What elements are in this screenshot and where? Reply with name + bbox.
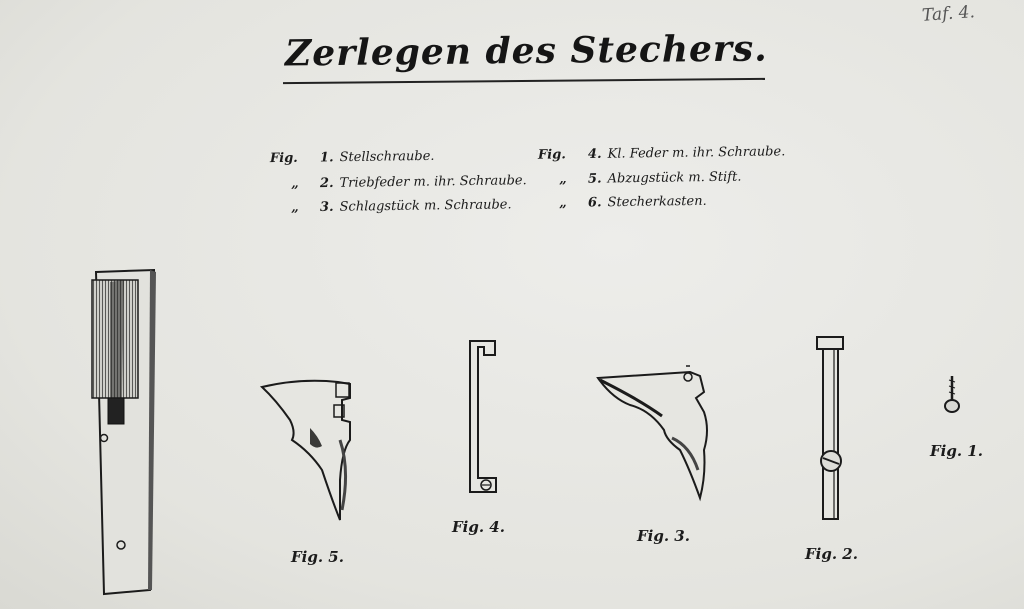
legend-prefix: „ <box>291 200 299 216</box>
legend-number: 2. <box>319 175 334 192</box>
legend-text: Triebfeder m. ihr. Schraube. <box>339 173 527 191</box>
schlagstueck-part <box>598 366 707 498</box>
legend-number: 5. <box>587 171 602 187</box>
legend-text: Kl. Feder m. ihr. Schraube. <box>607 144 786 162</box>
fig-3-label: Fig. 3. <box>637 527 690 545</box>
legend-prefix: „ <box>559 172 567 188</box>
plate-number: Taf. 4. <box>921 2 976 26</box>
legend-prefix: Fig. <box>269 150 298 167</box>
stecherkasten-part <box>92 270 156 594</box>
legend-text: Stellschraube. <box>339 148 435 166</box>
legend-number: 1. <box>319 150 334 166</box>
legend-number: 4. <box>587 146 602 163</box>
fig-1-label: Fig. 1. <box>930 442 983 460</box>
legend-text: Schlagstück m. Schraube. <box>339 197 512 215</box>
legend-prefix: Fig. <box>537 147 566 163</box>
legend-prefix: „ <box>291 176 299 192</box>
fig-2-label: Fig. 2. <box>805 545 858 563</box>
kleine-feder-part <box>470 341 496 492</box>
legend-text: Abzugstück m. Stift. <box>607 169 742 187</box>
fig-5-label: Fig. 5. <box>291 548 344 566</box>
abzugstueck-part <box>262 381 350 520</box>
legend-text: Stecherkasten. <box>607 193 707 211</box>
legend-number: 3. <box>319 199 334 215</box>
triebfeder-part <box>817 337 843 519</box>
legend-number: 6. <box>587 195 602 211</box>
plate-title: Zerlegen des Stechers. <box>284 27 768 75</box>
stellschraube-part <box>945 376 959 412</box>
legend-prefix: „ <box>559 195 567 211</box>
fig-4-label: Fig. 4. <box>452 518 505 536</box>
